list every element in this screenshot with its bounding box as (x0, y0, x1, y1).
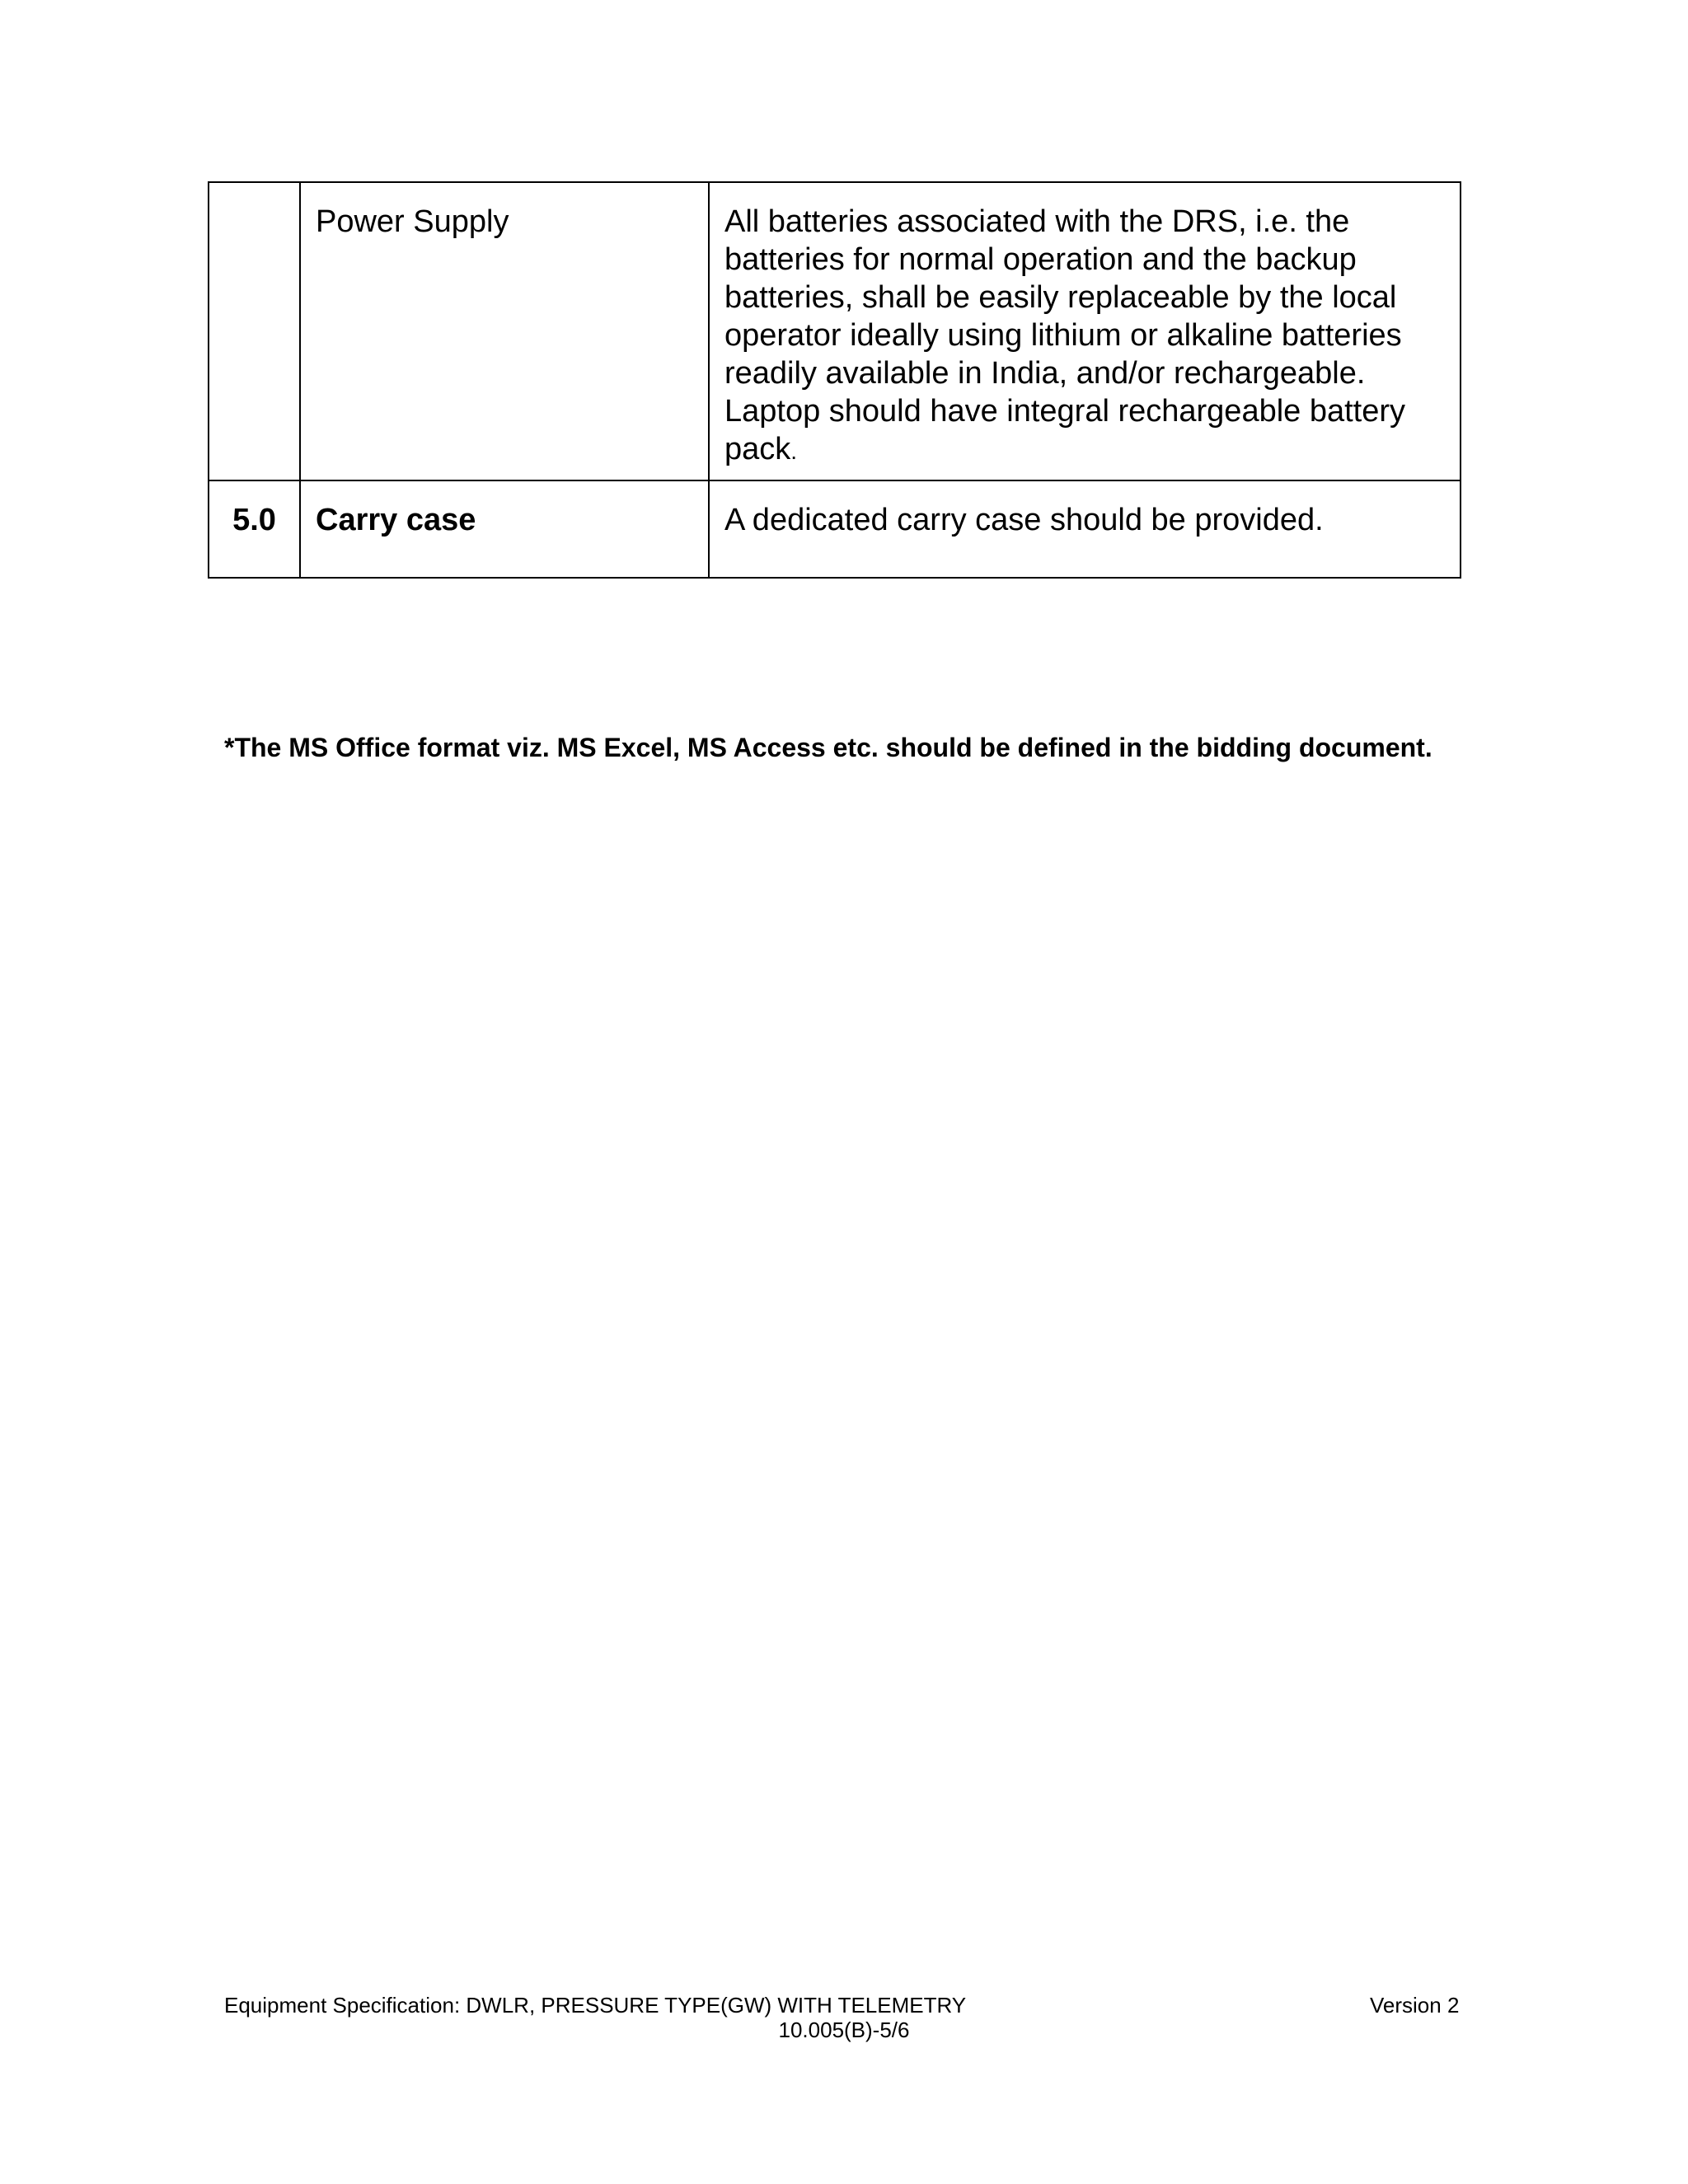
footnote: *The MS Office format viz. MS Excel, MS Access etc. should be defined in the bidding document. (224, 733, 1432, 762)
item-cell (300, 182, 709, 480)
item-description (710, 183, 1460, 471)
footer-title: Equipment Specification: DWLR, PRESSURE TYPE(GW) WITH TELEMETRY (224, 1993, 967, 2018)
description-cell (709, 480, 1461, 578)
row-number-cell (209, 480, 300, 578)
item-label: Power Supply (316, 204, 509, 239)
item-description: A dedicated carry case should be provided. (724, 503, 1324, 537)
item-label: Carry case (316, 503, 476, 537)
item-cell (300, 480, 709, 578)
row-number-cell (209, 182, 300, 480)
footer-version: Version 2 (1370, 1993, 1460, 2018)
footer-page-ref: 10.005(B)-5/6 (778, 2018, 910, 2042)
table-row-power-supply (209, 182, 1461, 480)
description-end-period: . (790, 438, 798, 464)
specification-table (208, 181, 1461, 579)
row-number (209, 183, 299, 203)
description-cell (709, 182, 1461, 480)
row-number: 5.0 (232, 503, 276, 537)
table-row-carry-case (209, 480, 1461, 578)
description-text: All batteries associated with the DRS, i.e. the batteries for normal operation and the backup batteries, shall be easily replaceable by the local operator ideally using lithium or alkaline batteries readily available in India, and/or rechargeable. Laptop should have integral rechargeable battery pack (724, 204, 1406, 466)
